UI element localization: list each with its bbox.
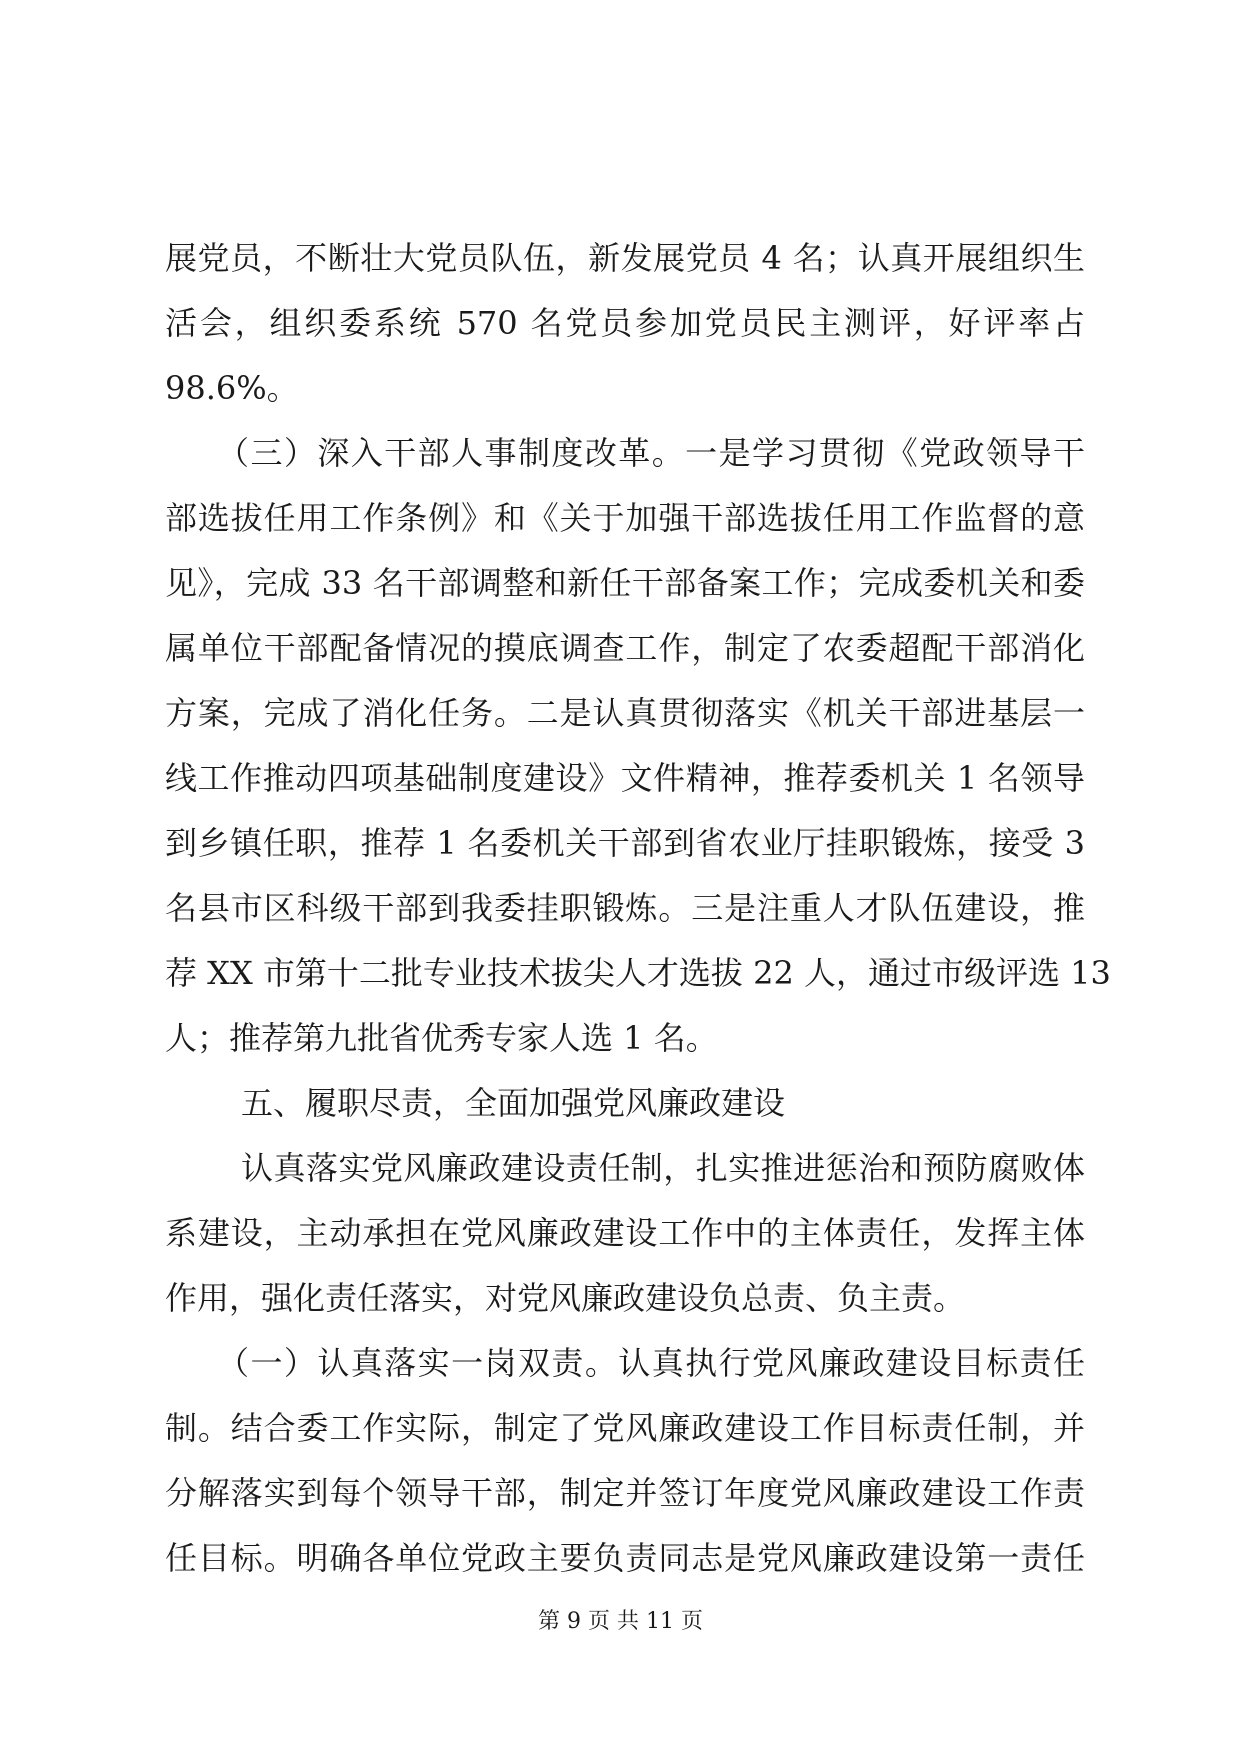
text-line: 属单位干部配备情况的摸底调查工作，制定了农委超配干部消化	[165, 629, 1085, 667]
text-line: 部选拔任用工作条例》和《关于加强干部选拔任用工作监督的意	[165, 499, 1085, 537]
text-line: 人；推荐第九批省优秀专家人选 1 名。	[165, 1019, 718, 1057]
section-heading-line: （三）深入干部人事制度改革。一是学习贯彻《党政领导干	[217, 434, 1085, 472]
text-line: 系建设，主动承担在党风廉政建设工作中的主体责任，发挥主体	[165, 1214, 1085, 1252]
text-line: 任目标。明确各单位党政主要负责同志是党风廉政建设第一责任	[165, 1539, 1085, 1577]
text-line: 展党员，不断壮大党员队伍，新发展党员 4 名；认真开展组织生	[165, 239, 1085, 277]
text-line: 制。结合委工作实际，制定了党风廉政建设工作目标责任制，并	[165, 1409, 1085, 1447]
section-heading: 五、履职尽责，全面加强党风廉政建设	[241, 1084, 786, 1122]
document-body	[165, 226, 1111, 1591]
text-line: 活会，组织委系统 570 名党员参加党员民主测评，好评率占	[165, 304, 1085, 342]
text-line: 名县市区科级干部到我委挂职锻炼。三是注重人才队伍建设，推	[165, 889, 1085, 927]
text-line: 荐 XX 市第十二批专业技术拔尖人才选拔 22 人，通过市级评选 13	[165, 954, 1111, 992]
section-heading-line: （一）认真落实一岗双责。认真执行党风廉政建设目标责任	[217, 1344, 1085, 1382]
page-number-footer: 第 9 页 共 11 页	[538, 1609, 703, 1634]
text-line: 作用，强化责任落实，对党风廉政建设负总责、负主责。	[165, 1279, 966, 1317]
text-line: 线工作推动四项基础制度建设》文件精神，推荐委机关 1 名领导	[165, 759, 1085, 797]
text-line: 98.6%。	[165, 369, 299, 407]
text-line: 方案，完成了消化任务。二是认真贯彻落实《机关干部进基层一	[165, 694, 1085, 732]
text-line: 到乡镇任职，推荐 1 名委机关干部到省农业厅挂职锻炼，接受 3	[165, 824, 1085, 862]
text-line: 分解落实到每个领导干部，制定并签订年度党风廉政建设工作责	[165, 1474, 1085, 1512]
text-line: 见》，完成 33 名干部调整和新任干部备案工作；完成委机关和委	[165, 564, 1085, 602]
text-line: 认真落实党风廉政建设责任制，扎实推进惩治和预防腐败体	[241, 1149, 1085, 1187]
